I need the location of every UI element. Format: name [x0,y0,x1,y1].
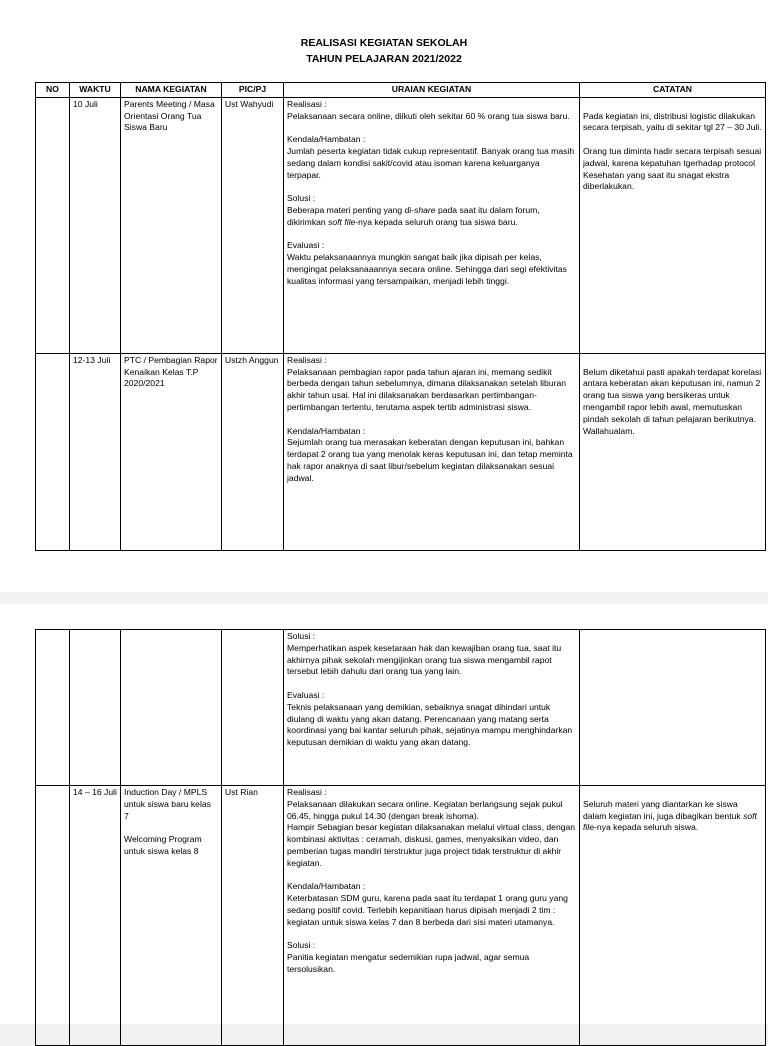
solusi-heading: Solusi : [287,940,316,951]
realisasi-text: Pelaksanaan pembagian rapor pada tahun ajaran ini, memang sedikit berbeda dengan tahun sebelumnya, dimana dilaksanakan setelah liburan akhir tahun usai. Hal ini dilaksanakan berdasarkan pertimbangan-pertimbangan tertentu, terutama aspek tertib administrasi siswa. [287,366,567,412]
kendala-text: Keterbatasan SDM guru, karena pada saat itu terdapat 1 orang guru yang sedang positif covid. Terlebih kepanitiaan harus dipisah menjadi 2 tim : kegiatan untuk siswa kelas 7 dan 8 berbeda dari sisi materi utamanya. [287,893,568,927]
cell-waktu: 12-13 Juli [70,353,121,550]
cell-no [36,97,70,353]
table-row [36,786,766,1046]
realisasi-heading: Realisasi : [287,787,327,797]
realisasi-text: Pelaksanaan secara online, diikuti oleh sekitar 60 % orang tua siswa baru. [287,110,570,121]
document-subtitle: TAHUN PELAJARAN 2021/2022 [306,53,462,65]
cell-waktu [70,630,121,786]
solusi-heading: Solusi : [287,631,316,641]
solusi-text: Beberapa materi penting yang di-share pada saat itu dalam forum, dikirimkan soft file-nya kepada seluruh orang tua siswa baru. [287,204,540,227]
table-row [36,630,766,786]
document-title: REALISASI KEGIATAN SEKOLAH [300,37,468,49]
cell-uraian [284,786,580,1046]
column-header-uraian: URAIAN KEGIATAN [284,83,580,98]
activity-table [35,82,766,551]
column-header-pic: PIC/PJ [222,83,284,98]
solusi-text: Panitia kegiatan mengatur sedemikian rupa jadwal, agar semua tersolusikan. [287,952,530,974]
cell-catatan [580,97,766,353]
activity-table-continued [35,629,766,1046]
kendala-heading: Kendala/Hambatan : [287,881,366,892]
table-row [36,353,766,550]
cell-uraian [284,353,580,550]
nama-kegiatan-text: Welcoming Program untuk siswa kelas 8 [124,834,202,856]
cell-pic: Ust Wahyudi [222,97,284,353]
evaluasi-text: Waktu pelaksanaannya mungkin sangat baik jika dipisah per kelas, mengingat pelaksanaaannya secara online. Sehingga dari segi efektivitas kualitas informasi yang tersampaikan, menjadi lebih tinggi. [287,252,567,286]
cell-waktu: 14 – 16 Juli [70,786,121,1046]
document-page-2 [0,604,768,1024]
cell-nama-kegiatan: PTC / Pembagian Rapor Kenaikan Kelas T.P 2020/2021 [121,353,222,550]
column-header-no: NO [36,83,70,98]
catatan-text: Seluruh materi yang diantarkan ke siswa dalam kegiatan ini, juga dibagikan bentuk soft file-nya kepada seluruh siswa. [583,798,757,833]
catatan-text: Orang tua diminta hadir secara terpisah sesuai jadwal, karena kepatuhan tgerhadap protocol Kesehatan yang saat itu snagat ekstra diberlakukan. [583,145,762,192]
kendala-text: Jumlah peserta kegiatan tidak cukup representatif. Banyak orang tua masih sedang dalam kondisi sakit/covid atau isoman karena keluarganya terpapar. [287,145,575,180]
realisasi-text: Pelaksanaan dilakukan secara online. Kegiatan berlangsung sejak pukul 06.45, hingga pukul 14.30 (dengan break ishoma). [287,798,563,821]
column-header-waktu: WAKTU [70,83,121,98]
cell-catatan [580,786,766,1046]
cell-pic: Ust Rian [222,786,284,1046]
realisasi-heading: Realisasi : [287,354,327,365]
evaluasi-text: Teknis pelaksanaan yang demikian, sebaiknya snagat dihindari untuk diulang di waktu yang akan datang. Perencanaan yang matang serta koordinasi yang bai kantar seluruh pihak, sejatinya mampu menghindarkan keputusan demikian di waktu yang akan datang. [287,701,573,748]
realisasi-heading: Realisasi : [287,98,327,109]
catatan-text: Pada kegiatan ini, distribusi logistic dilakukan secara terpisah, yaitu di sekitar tgl 27 – 30 Juli. [583,110,762,133]
cell-nama-kegiatan [121,786,222,1046]
cell-no [36,786,70,1046]
evaluasi-heading: Evaluasi : [287,689,325,700]
solusi-heading: Solusi : [287,193,316,204]
cell-catatan [580,630,766,786]
cell-pic [222,630,284,786]
cell-nama-kegiatan: Parents Meeting / Masa Orientasi Orang Tua Siswa Baru [121,97,222,353]
solusi-text: Memperhatikan aspek kesetaraan hak dan kewajiban orang tua, saat itu akhirnya pihak sekolah mengijinkan orang tua siswa mengambil rapot tersebut lebih dahulu dari orang tua yang lain. [287,642,562,677]
cell-catatan [580,353,766,550]
cell-waktu: 10 Juli [70,97,121,353]
cell-pic: Ustzh Anggun [222,353,284,550]
catatan-text: Belum diketahui pasti apakah terdapat korelasi antara keberatan akan keputusan ini, namun 2 orang tua siswa yang bersikeras untuk mengambil rapor lebih awal, memutuskan pindah sekolah di tahun pelajaran berikutnya. Wallahualam. [583,366,762,436]
nama-kegiatan-text: Induction Day / MPLS untuk siswa baru kelas 7 [124,787,211,821]
cell-uraian [284,630,580,786]
kendala-text: Sejumlah orang tua merasakan keberatan dengan keputusan ini, bahkan terdapat 2 orang tua yang menolak keras keputusan ini, dan tetap meminta hak rapor anaknya di saat libur/sebelum kegiatan dilaksanakan sesuai jadwal. [287,437,573,483]
column-header-nama-kegiatan: NAMA KEGIATAN [121,83,222,98]
column-header-catatan: CATATAN [580,83,766,98]
cell-uraian [284,97,580,353]
cell-no [36,630,70,786]
table-header-row [36,83,766,98]
kendala-heading: Kendala/Hambatan : [287,134,366,145]
evaluasi-heading: Evaluasi : [287,240,325,251]
cell-no [36,353,70,550]
table-row [36,97,766,353]
realisasi-text-continued: Hampir Sebagian besar kegiatan dilaksanakan melalui virtual class, dengan kombinasi aktivitas : ceramah, diskusi, games, menyaksikan video, dan pemberian tugas mandiri terstruktur juga project tidak terstruktur di akhir kegiatan. [287,822,576,868]
cell-nama-kegiatan [121,630,222,786]
kendala-heading: Kendala/Hambatan : [287,425,366,436]
